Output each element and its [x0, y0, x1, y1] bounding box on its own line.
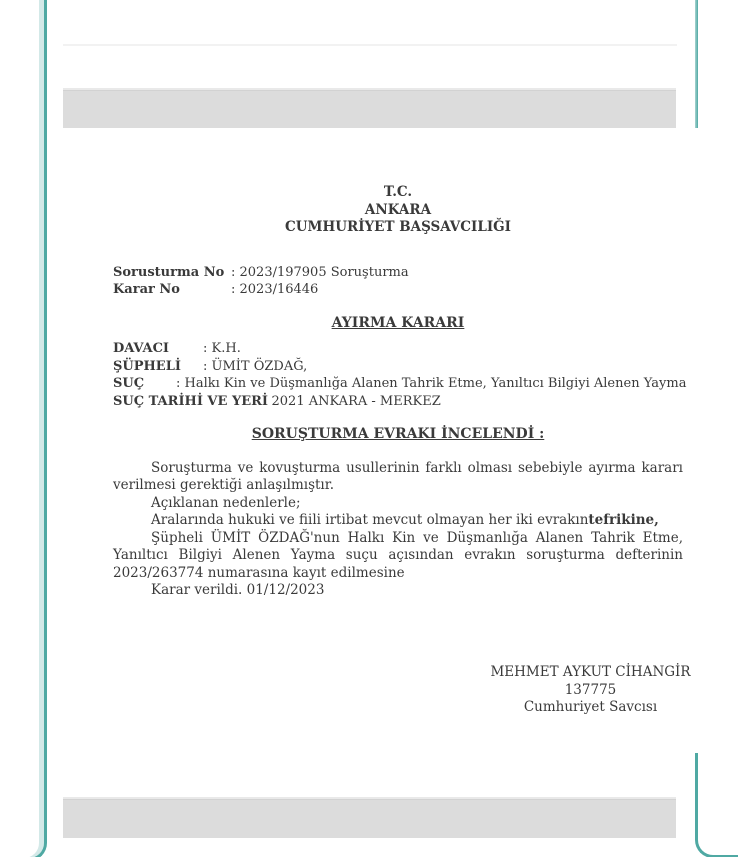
prosecutor-name: MEHMET AYKUT CİHANGİR [490, 664, 691, 680]
letterhead [113, 184, 683, 237]
page-border-left [0, 0, 47, 857]
field-row-sorusturma-no [113, 264, 683, 282]
page-border-right-bottom [695, 753, 738, 857]
paragraph-3: Aralarında hukuki ve fiili irtibat mevcut olmayan her iki evrakıntefrikine, [151, 512, 659, 528]
header-divider-line [63, 44, 677, 46]
letterhead-tc: T.C. [383, 184, 413, 200]
prosecutor-registry-no: 137775 [564, 681, 617, 698]
field-value: : ÜMİT ÖZDAĞ, [203, 358, 308, 374]
field-label: Sorusturma No [113, 264, 225, 280]
field-label: Karar No [113, 282, 180, 297]
section-title: SORUŞTURMA EVRAKI İNCELENDİ : [251, 426, 545, 442]
field-value: : K.H. [203, 341, 241, 356]
redacted-footer-block [63, 797, 676, 838]
decision-text [113, 460, 683, 600]
field-row-supheli [113, 358, 683, 376]
field-label: ŞÜPHELİ [113, 358, 181, 374]
field-value: : 2021 ANKARA - MERKEZ [263, 393, 441, 409]
page-border-right-top [695, 0, 698, 128]
paragraph-3-bold-term: tefrikine, [588, 512, 659, 528]
party-block [113, 340, 687, 410]
field-row-suc-tarihi [113, 393, 683, 411]
decision-title: AYIRMA KARARI [331, 314, 465, 331]
paragraph-1: Soruşturma ve kovuşturma usullerinin farklı olması sebebiyle ayırma kararı verilmesi gerektiği anlaşılmıştır. [113, 459, 683, 493]
case-number-block [113, 264, 683, 299]
field-label: SUÇ [113, 376, 145, 391]
field-label: DAVACI [113, 341, 170, 356]
field-row-suc [113, 375, 687, 393]
paragraph-5: Karar verildi. 01/12/2023 [151, 582, 325, 598]
field-row-karar-no [113, 281, 683, 299]
letterhead-city: ANKARA [364, 201, 432, 218]
prosecutor-title: Cumhuriyet Savcısı [523, 699, 658, 715]
document-body [113, 184, 687, 600]
field-label: SUÇ TARİHİ VE YERİ [113, 393, 269, 409]
redacted-header-block [63, 88, 676, 128]
field-row-davaci [113, 340, 683, 358]
field-value: : 2023/197905 Soruşturma [231, 264, 409, 280]
paragraph-2: Açıklanan nedenlerle; [151, 494, 301, 511]
signature-block [478, 664, 703, 717]
field-value: : Halkı Kin ve Düşmanlığa Alanen Tahrik Etme, Yanıltıcı Bilgiyi Alenen Yayma [176, 376, 687, 391]
paragraph-4: Şüpheli ÜMİT ÖZDAĞ'nun Halkı Kin ve Düşmanlığa Alanen Tahrik Etme, Yanıltıcı Bilgiyi Alenen Yayma suçu açısından evrakın soruşturma defterinin 2023/263774 numarasına kayıt edilmesine [113, 529, 683, 581]
letterhead-office: CUMHURİYET BAŞSAVCILIĞI [285, 219, 511, 235]
field-value: : 2023/16446 [231, 282, 319, 297]
